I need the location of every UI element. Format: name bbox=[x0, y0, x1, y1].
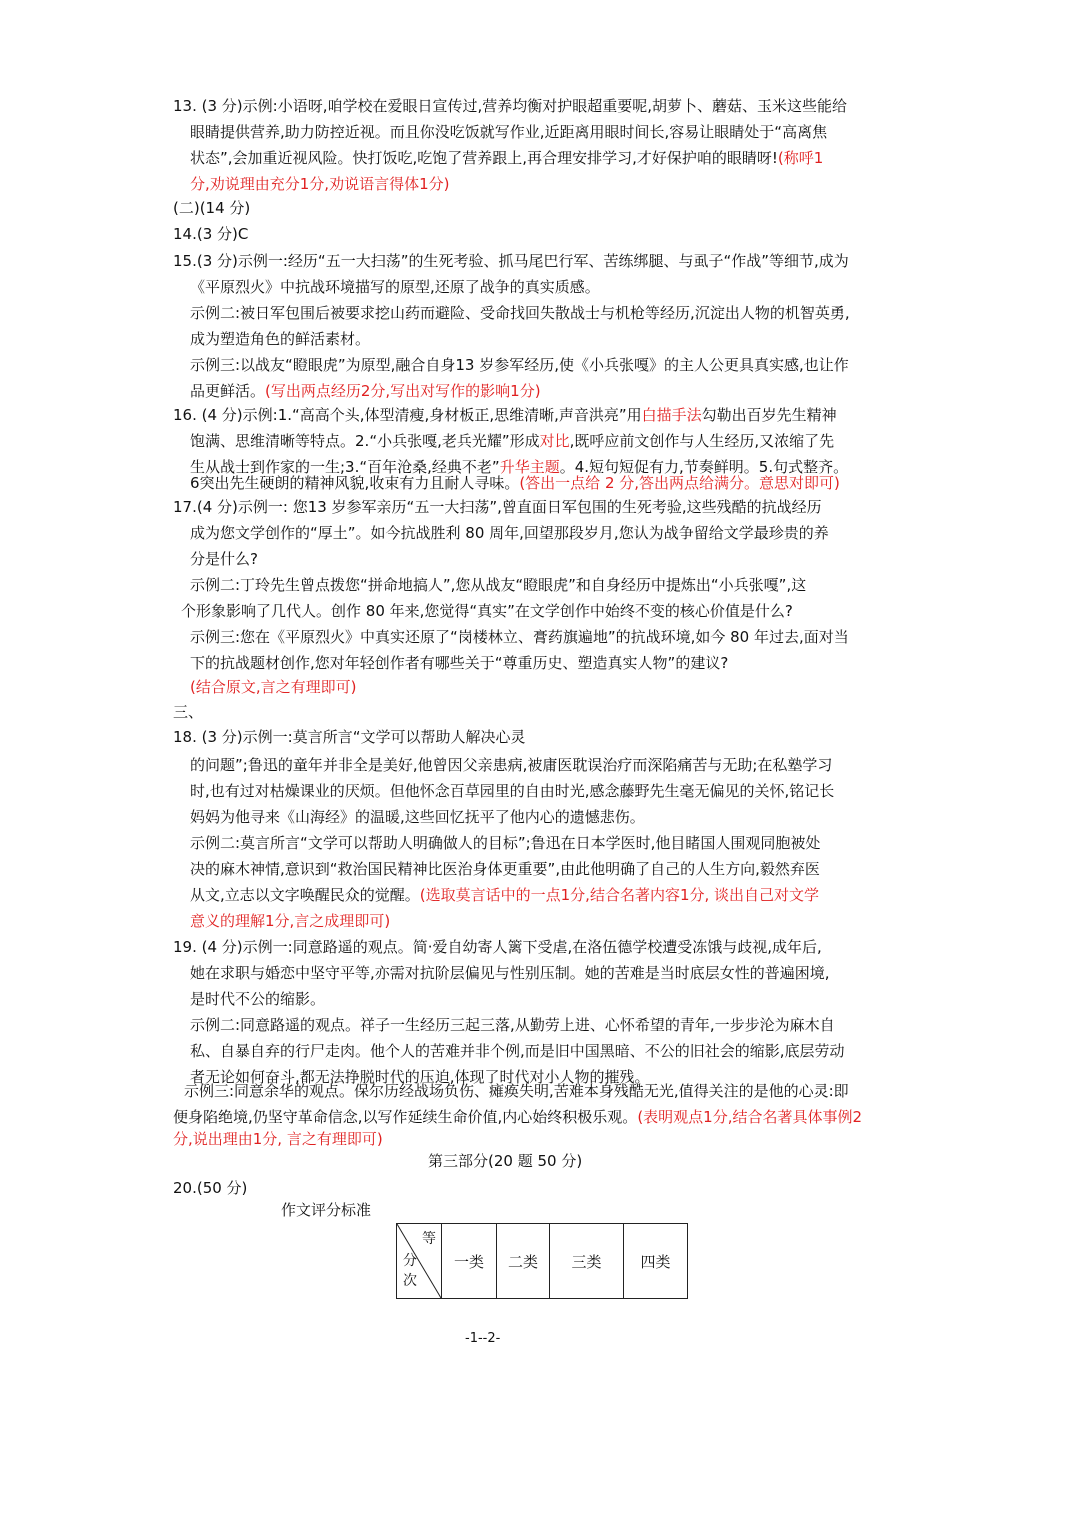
q19-score-note: (表明观点1分,结合名著具体事例2 bbox=[637, 1108, 863, 1126]
q16-line-3: 生从战士到作家的一生;3.“百年沧桑,经典不老”升华主题。4.短句短促有力,节奏鲜明。5.句式整齐。 bbox=[190, 458, 849, 476]
q16-line-2: 饱满、思维清晰等特点。2.“小兵张嘎,老兵光耀”形成对比,既呼应前文创作与人生经历,又浓缩了先 bbox=[190, 432, 835, 450]
rubric-table bbox=[396, 1223, 688, 1299]
q18-line-7: 从文,立志以文字唤醒民众的觉醒。(选取莫言话中的一点1分,结合名著内容1分, 谈出自己对文学 bbox=[190, 886, 820, 904]
q18-line-2: 的问题”;鲁迅的童年并非全是美好,他曾因父亲患病,被庸医耽误治疗而深陷痛苦与无助;在私塾学习 bbox=[190, 756, 833, 774]
rubric-corner-score-2: 次 bbox=[403, 1273, 417, 1289]
q17-score-note: (结合原文,言之有理即可) bbox=[190, 678, 357, 696]
q15-line-5: 示例三:以战友“瞪眼虎”为原型,融合自身13 岁参军经历,使《小兵张嘎》的主人公更具真实感,也让作 bbox=[190, 356, 849, 374]
q14-answer: 14.(3 分)C bbox=[173, 225, 249, 243]
q13-score-note-cont: 分,劝说理由充分1分,劝说语言得体1分) bbox=[190, 175, 450, 193]
q15-score-note: (写出两点经历2分,写出对写作的影响1分) bbox=[265, 382, 541, 400]
q18-line-1: 18. (3 分)示例一:莫言所言“文学可以帮助人解决心灵 bbox=[173, 728, 526, 746]
rubric-col-4: 四类 bbox=[624, 1224, 688, 1299]
section-3-heading: 三、 bbox=[173, 703, 204, 721]
q15-line-3: 示例二:被日军包围后被要求挖山药而避险、受命找回失散战士与机枪等经历,沉淀出人物的机智英勇, bbox=[190, 304, 850, 322]
q19-line-1: 19. (4 分)示例一:同意路遥的观点。简·爱自幼寄人篱下受虐,在洛伍德学校遭受冻饿与歧视,成年后, bbox=[173, 938, 822, 956]
rubric-title: 作文评分标准 bbox=[281, 1201, 372, 1219]
q18-score-note: (选取莫言话中的一点1分,结合名著内容1分, 谈出自己对文学 bbox=[419, 886, 820, 904]
q17-line-6: 示例三:您在《平原烈火》中真实还原了“岗楼林立、膏药旗遍地”的抗战环境,如今 80 年过去,面对当 bbox=[190, 628, 849, 646]
q16-score-note: (答出一点给 2 分,答出两点给满分。意思对即可) bbox=[519, 474, 840, 492]
q18-line-5: 示例二:莫言所言“文学可以帮助人明确做人的目标”;鲁迅在日本学医时,他目睹国人围观同胞被处 bbox=[190, 834, 821, 852]
part-3-heading: 第三部分(20 题 50 分) bbox=[428, 1152, 583, 1170]
q20-heading: 20.(50 分) bbox=[173, 1179, 248, 1197]
q17-line-1: 17.(4 分)示例一: 您13 岁参军亲历“五一大扫荡”,曾直面日军包围的生死考验,这些残酷的抗战经历 bbox=[173, 498, 822, 516]
q19-line-2: 她在求职与婚恋中坚守平等,亦需对抗阶层偏见与性别压制。她的苦难是当时底层女性的普遍困境, bbox=[190, 964, 830, 982]
section-2-heading: (二)(14 分) bbox=[173, 199, 251, 217]
q19-score-note-cont: 分,说出理由1分, 言之有理即可) bbox=[173, 1130, 383, 1148]
q13-line-3: 状态”,会加重近视风险。快打饭吃,吃饱了营养跟上,再合理安排学习,才好保护咱的眼睛呀!(称呼1 bbox=[190, 149, 824, 167]
q19-line-3: 是时代不公的缩影。 bbox=[190, 990, 326, 1008]
q15-line-2: 《平原烈火》中抗战环境描写的原型,还原了战争的真实质感。 bbox=[190, 278, 600, 296]
q15-line-6: 品更鲜活。(写出两点经历2分,写出对写作的影响1分) bbox=[190, 382, 541, 400]
q17-line-5: 个形象影响了几代人。创作 80 年来,您觉得“真实”在文学创作中始终不变的核心价值是什么? bbox=[181, 602, 793, 620]
rubric-corner-score-1: 分 bbox=[403, 1253, 417, 1269]
q19-line-6: 者无论如何奋斗,都无法挣脱时代的压迫,体现了时代对小人物的摧残。 bbox=[190, 1068, 650, 1086]
rubric-col-1: 一类 bbox=[442, 1224, 497, 1299]
q17-line-4: 示例二:丁玲先生曾点拨您“拼命地搞人”,您从战友“瞪眼虎”和自身经历中提炼出“小兵张嘎”,这 bbox=[190, 576, 807, 594]
q13-line-1: 13. (3 分)示例:小语呀,咱学校在爱眼日宣传过,营养均衡对护眼超重要呢,胡萝卜、蘑菇、玉米这些能给 bbox=[173, 97, 848, 115]
rubric-col-2: 二类 bbox=[497, 1224, 550, 1299]
q19-line-4: 示例二:同意路遥的观点。祥子一生经历三起三落,从勤劳上进、心怀希望的青年,一步步沦为麻木自 bbox=[190, 1016, 835, 1034]
q18-line-4: 妈妈为他寻来《山海经》的温暖,这些回忆抚平了他内心的遗憾悲伤。 bbox=[190, 808, 645, 826]
q16-line-4: 6突出先生硬朗的精神风貌,收束有力且耐人寻味。(答出一点给 2 分,答出两点给满分。意思对即可) bbox=[190, 474, 840, 492]
q17-line-3: 分是什么? bbox=[190, 550, 258, 568]
q19-line-5: 私、自暴自弃的行尸走肉。他个人的苦难并非个例,而是旧中国黑暗、不公的旧社会的缩影,底层劳动 bbox=[190, 1042, 845, 1060]
q19-line-8: 便身陷绝境,仍坚守革命信念,以写作延续生命价值,内心始终积极乐观。(表明观点1分,结合名著具体事例2 bbox=[173, 1108, 863, 1126]
q17-line-7: 下的抗战题材创作,您对年轻创作者有哪些关于“尊重历史、塑造真实人物”的建议? bbox=[190, 654, 729, 672]
rubric-corner-grade: 等 bbox=[422, 1231, 436, 1247]
page-number: -1--2- bbox=[465, 1331, 501, 1346]
q17-line-2: 成为您文学创作的“厚土”。如今抗战胜利 80 周年,回望那段岁月,您认为战争留给文学最珍贵的养 bbox=[190, 524, 829, 542]
rubric-col-3: 三类 bbox=[550, 1224, 624, 1299]
q19-line-7: 示例三:同意余华的观点。保尔历经战场负伤、瘫痪失明,苦难本身残酷无光,值得关注的是他的心灵:即 bbox=[184, 1082, 849, 1100]
q18-line-6: 决的麻木神情,意识到“救治国民精神比医治身体更重要”,由此他明确了自己的人生方向,毅然弃医 bbox=[190, 860, 820, 878]
rubric-corner-cell bbox=[397, 1224, 442, 1299]
q18-score-note-cont: 意义的理解1分,言之成理即可) bbox=[190, 912, 391, 930]
q13-line-2: 眼睛提供营养,助力防控近视。而且你没吃饭就写作业,近距离用眼时间长,容易让眼睛处于“高离焦 bbox=[190, 123, 828, 141]
q18-line-3: 时,也有过对枯燥课业的厌烦。但他怀念百草园里的自由时光,感念藤野先生毫无偏见的关怀,铭记长 bbox=[190, 782, 835, 800]
q15-line-4: 成为塑造角色的鲜活素材。 bbox=[190, 330, 371, 348]
q15-line-1: 15.(3 分)示例一:经历“五一大扫荡”的生死考验、抓马尾巴行军、苦练绑腿、与虱子“作战”等细节,成为 bbox=[173, 252, 849, 270]
q13-score-note: (称呼1 bbox=[777, 149, 824, 167]
q16-line-1: 16. (4 分)示例:1.“高高个头,体型清瘦,身材板正,思维清晰,声音洪亮”用白描手法勾勒出百岁先生精神 bbox=[173, 406, 837, 424]
